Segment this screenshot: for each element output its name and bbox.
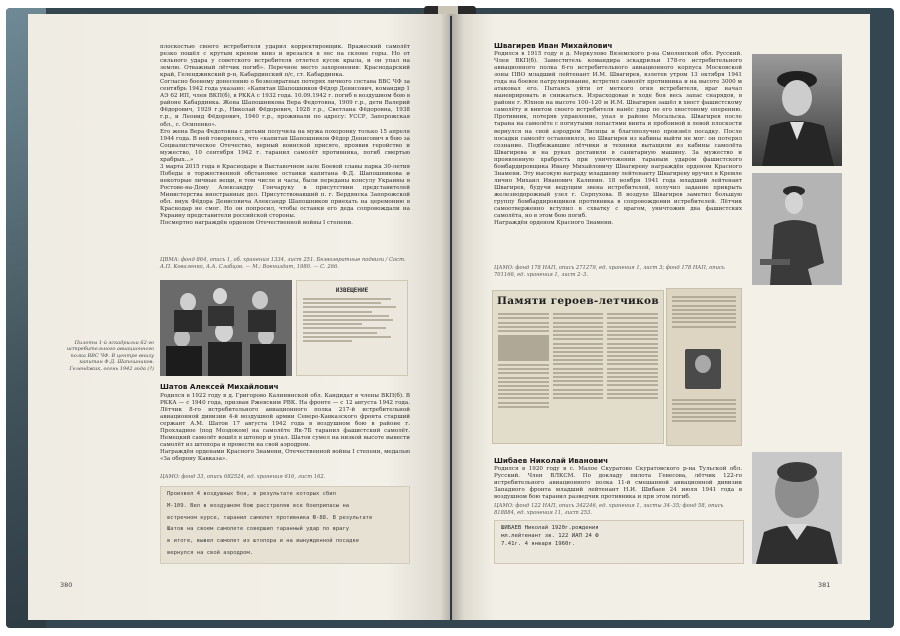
left-page-number: 380 — [60, 581, 73, 589]
left-intro-paragraph-1: плоскостью своего истребителя ударил корректировщик. Вражеский самолёт резко пошёл с крутым креном вниз и врезался в лес на склоне горы. Но от сильного удара у советского истребителя отлетел кусок крыла, и он упал на землю. Отважный лётчик погиб». Перечное место захоронения: Краснодарский край, Геленджикский р-н, Кабардинский п/с, ст. Кабардинка. — [160, 44, 410, 79]
shvagirev-citation: ЦАМО: фонд 178 НАП, опись 271279, ед. хранения 1, лист 3; фонд 178 НАП, опись 701166, ед. хранения 1, лист 2–3. — [494, 265, 725, 278]
left-intro-paragraph-4: 3 марта 2015 года в Краснодаре в Выставочном зале Боевой славы парка 30-летия Победы в торжественной обстановке останки капитана Ф.Д. Шапошникова и некоторые личные вещи, в том числе и часы, были переданы консулу Украины в Ростове-на-Дону Александру Гончаруку в присутствии представителей Министерства иностранных дел. Присутствовавший п. г. Бердянска Запорожской обл. внук Фёдора Денисовича Александр Шапошников приехать на церемонию в Краснодар не смог. Но он попросил, чтобы останки его деда сопровождали на Украину представители российской стороны. — [160, 163, 410, 220]
shatov-citation: ЦАМО: фонд 33, опись 682524, ед. хранения 616, лист 162. — [160, 474, 326, 480]
shatov-bio-paragraph-2: Награждён орденами Красного Знамени, Отечественной войны I степени, медалью «За оборону Кавказа». — [160, 449, 410, 463]
left-intro-citation: ЦВМА: фонд 864, опись 1, об. хранения 1334, лист 251. Безвозвратные подвиги / Сост. А.П. Коваленко, А.А. Слабцов. — М.: Воениздат, 1980. — С. 266. — [160, 257, 406, 270]
typed-line: М-109. Вел в воздушном бою расстреляв все боеприпасы на — [167, 502, 350, 509]
typed-line: Шатов на своем самолете совершил таранный удар по врагу — [167, 526, 350, 533]
card-line: мл.лейтенант зв. 122 ИАП 24 Ф — [501, 533, 599, 539]
shvagirev-portrait-photo — [752, 54, 842, 166]
shibaev-name-heading: Шибаев Николай Иванович — [494, 456, 609, 465]
typed-line: вернулся на свой аэродром. — [167, 549, 254, 556]
shatov-bio-paragraph-1: Родился в 1922 году в д. Григорово Калининской обл. Кандидат в члены ВКП(б). В РККА — с 1940 года, призван Ржевским РВК. На фронте — с 12 августа 1942 года. Лётчик 8-го истребительного авиационного полка 217-й истребительной авиационной дивизии 4-й воздушной армии Северо-Кавказского фронта старший сержант А.М. Шатов 17 августа 1942 года в воздушном бою в районе г. Прохладное (под Моздоком) на самолёте Як-7Б таранил фашистский самолёт. Немецкий самолёт вошёл в штопор и упал. Шатов сумел на низкой высоте вывести самолёт из штопора и провести на свой аэродром. — [160, 393, 410, 449]
typed-line: в итоге, вывел самолет из штопора и на вынужденной посадке — [167, 538, 360, 545]
typed-line: встречном курсе, таранил самолет противника Ю-88. В результате — [167, 514, 373, 521]
death-notice-heading: ИЗВЕЩЕНИЕ — [335, 287, 369, 294]
shibaev-bio-paragraph-1: Родился в 1920 году в с. Малое Скуратово Скуратовского р-на Тульской обл. Русский. Член ВЛКСМ. По докладу пилота Гевесова, лётчик 122-го истребительного авиационного полка 11-й смешанной авиационной дивизии Западного фронта младший лейтенант Н.И. Шибаев 24 июля 1941 года в воздушном бою таранил разведчик противника и при этом погиб. — [494, 466, 742, 501]
shatov-name-heading: Шатов Алексей Михайлович — [160, 382, 279, 391]
left-intro-paragraph-5: Посмертно награждён орденом Отечественной войны I степени. — [160, 220, 353, 227]
card-line: 7.41г. 4 января 1960г. — [501, 541, 576, 547]
left-intro-text — [160, 44, 410, 227]
shibaev-record-card — [494, 520, 744, 564]
left-intro-paragraph-2: Согласно боевому донесению о безвозвратных потерях личного состава ВВС ЧФ за сентябрь 1942 года указано: «Капитан Шапошников Фёдор Денисович, командир 1 АЭ 62 ИП, член ВКП(б), в РККА с 1932 года. 10.09.1942 г. погиб в воздушном бою в районе Кабардинка. Жена Шапошникова Вера Федотовна, 1909 г.р., дети Валерий Фёдорович, 1929 г.р., Николай Фёдорович, 1928 г.р., Светлана Фёдоровна, 1938 г.р., и Леонид Фёдорович, 1940 г.р., проживали по адресу: УССР, Запорожская обл., с. Осипенко». — [160, 79, 410, 128]
shvagirev-name-heading: Швагирев Иван Михайлович — [494, 41, 613, 50]
typed-line: Произвел 4 воздушных боя, в результате которых сбил — [167, 491, 336, 497]
clipping-title: Памяти героев-летчиков — [497, 295, 659, 307]
right-page-number: 381 — [818, 581, 831, 589]
newspaper-clipping — [492, 290, 664, 444]
death-notice-document — [296, 280, 408, 376]
clipping-portrait — [685, 349, 721, 389]
shatov-typed-report — [160, 486, 410, 564]
shvagirev-bio-paragraph-1: Родился в 1915 году в д. Меркулово Вяземского р-на Смоленской обл. Русский. Член ВКП(б). Заместитель командира эскадрильи 178-го истребительного авиационного полка 6-го истребительного авиационного корпуса Московской зоны ПВО младший лейтенант И.М. Швагирев, взлетев утром 13 октября 1941 года на боевое патрулирование, встретил самолёт противника и на высоте 3000 м атаковал его. Пытаясь уйти от меткого огня истребителя, враг начал маневрировать и снижаться. Израсходовав в ходе боя весь запас снарядов, в районе г. Юхнов на высоте 100–120 м И.М. Швагирев зашёл в хвост фашистскому самолёту и винтом своего истребителя нанёс удар по его хвостовому оперению. Противник, потеряв управление, упал в районе Мосальска. Швагирев после тарана на самолёте с погнутыми лопастями винта и пробоиной в левой плоскости вернулся на свой аэродром Лисицы и благополучно произвёл посадку. После посадки самолёт остановился, но Швагирев из кабины выйти не мог: он потерял сознание. Подбежавшие лётчики и техники вытащили из кабины самолёта Швагирева и на руках доставили в санитарную машину. За мужество и проявленную храбрость при уничтожении тараным ударом фашистского бомбардировщика Ивану Михайловичу Швагиреву награждён орденом Красного Знамени. Эту высокую награду младшему лейтенанту Швагиреву вручил в Кремле лично Михаил Иванович Калинин. 18 ноября 1941 года младший лейтенант Швагирев, будучи ведущим звена истребителей, получил задание прикрыть железнодорожный узел г. Серпухова. В воздухе Швагирев заметил большую группу бомбардировщиков противника в сопровождении истребителей. Лётчик самоотверженно вступил в схватку с врагом, уничтожив два фашистских самолёта, но в этом бою погиб. — [494, 51, 742, 220]
shvagirev-seated-photo — [752, 173, 842, 285]
shvagirev-bio-text — [494, 51, 742, 227]
shibaev-portrait-photo — [752, 452, 842, 564]
left-intro-paragraph-3: Его жена Вера Федотовна с детьми получила на мужа похоронку только 15 апреля 1944 года. В ней говорилось, что «капитан Шапошников Фёдор Денисович в бою за Социалистическое Отечество, верный воинской присяге, проявив геройство и мужество, 10 сентября 1942 г. таранил самолёт противника, погиб смертью храбрых...» — [160, 128, 410, 163]
shibaev-citation: ЦАМО: фонд 122 НАП, опись 342246, ед. хранения 1, листы 34–35; фонд 58, опись 818884, ед. хранения 11, лист 253. — [494, 503, 724, 516]
card-line: ШИБАЕВ Николай 1920г.рождения — [501, 525, 599, 531]
shibaev-bio-text — [494, 466, 742, 501]
shvagirev-bio-paragraph-2: Награждён орденом Красного Знамени. — [494, 220, 614, 227]
book-gutter — [440, 14, 464, 620]
group-photo-caption: Пилоты 1-й эскадрильи 62-го истребительного авиационного полка ВВС ЧФ. В центре внизу капитан Ф.Д. Шапошников. Геленджик, осень 1942 года (?) — [66, 340, 154, 372]
pilots-group-photo — [160, 280, 292, 376]
shatov-bio-text — [160, 393, 410, 463]
newspaper-portrait-clipping — [666, 288, 742, 446]
